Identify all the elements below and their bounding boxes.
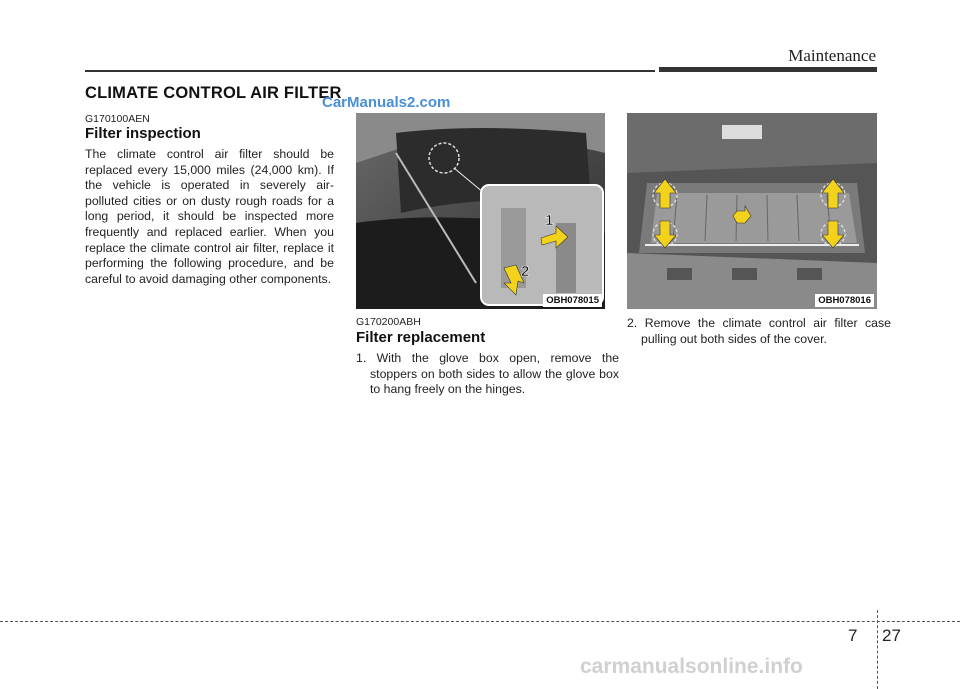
header-rule-right	[659, 67, 877, 72]
figure1-caption: OBH078015	[543, 294, 602, 307]
footer-rule	[0, 621, 960, 622]
section-title: CLIMATE CONTROL AIR FILTER	[85, 84, 342, 102]
step-2-text: 2. Remove the climate control air filter case pulling out both sides of the cover.	[627, 316, 891, 346]
filter-inspection-body: The climate control air filter should be replaced every 15,000 miles (24,000 km). If the vehicle is operated in severely air-polluted cities or on dusty rough roads for a long period, it should be inspected more frequently and replaced earlier. When you replace the climate control air filter, replace it performing the following procedure, and be careful to avoid damaging other components.	[85, 147, 334, 286]
filter-inspection-heading: Filter inspection	[85, 125, 201, 142]
filter-replacement-heading: Filter replacement	[356, 329, 486, 346]
filter-case-photo	[627, 113, 877, 309]
step-1-text: 1. With the glove box open, remove the stoppers on both sides to allow the glove box to hang freely on the hinges.	[356, 351, 619, 397]
watermark-bottom: carmanualsonline.info	[580, 655, 803, 678]
footer-divider	[877, 610, 878, 689]
watermark-top: CarManuals2.com	[322, 94, 451, 111]
figure1-label-2: 2	[521, 263, 530, 280]
section-code: G170100AEN	[85, 113, 150, 125]
chapter-number: 7	[848, 626, 858, 645]
page-number: 27	[882, 626, 901, 645]
glove-box-photo	[356, 113, 605, 309]
header-rule-left	[85, 70, 655, 72]
figure2-caption: OBH078016	[815, 294, 874, 307]
glove-box-illustration	[356, 113, 605, 309]
filter-case-illustration	[627, 113, 877, 309]
running-header: Maintenance	[788, 46, 876, 65]
section-code: G170200ABH	[356, 316, 421, 328]
figure1-label-1: 1	[545, 212, 554, 229]
